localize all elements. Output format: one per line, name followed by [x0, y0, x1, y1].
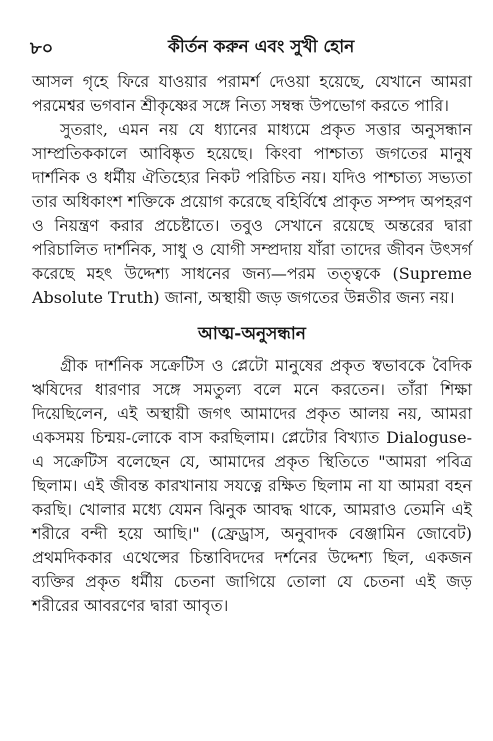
section-heading: আত্ম-অনুসন্ধান: [198, 324, 306, 344]
paragraph-meditation: সুতরাং, এমন নয় যে ধ্যানের মাধ্যমে প্রকৃত সত্তার অনুসন্ধান সাম্প্রতিককালে আবিষ্কৃত হয়েছে। কিংবা পাশ্চাত্য জগতের মানুষ দার্শনিক ও ধর্মীয় ঐতিহ্যের নিকট পরিচিত নয়। যদিও পাশ্চাত্য সভ্যতা তার অধিকাংশ শক্তিকে প্রয়োগ করেছে বহির্বিশ্বে প্রাকৃত সম্পদ অপহরণ ও নিয়ন্ত্রণ করার প্রচেষ্টাতে। তবুও সেখানে রয়েছে অন্তরের দ্বারা পরিচালিত দার্শনিক, সাধু ও যোগী সম্প্রদায় যাঁরা তাদের জীবন উৎসর্গ করেছে মহৎ উদ্দেশ্য সাধনের জন্য—পরম তত্ত্বকে (Supreme Absolute Truth) জানা, অস্থায়ী জড় জগতের উন্নতীর জন্য নয়।: [32, 120, 472, 307]
paragraph-greek-philosophers: গ্রীক দার্শনিক সক্রেটিস ও প্লেটো মানুষের প্রকৃত স্বভাবকে বৈদিক ঋষিদের ধারণার সঙ্গে সমতুল্য বলে মনে করতেন। তাঁরা শিক্ষা দিয়েছিলেন, এই অস্থায়ী জগৎ আমাদের প্রকৃত আলয় নয়, আমরা একসময় চিন্ময়-লোকে বাস করছিলাম। প্লেটোর বিখ্যাত Dialoguse-এ সক্রেটিস বলেছেন যে, আমাদের প্রকৃত স্থিতিতে "আমরা পবিত্র ছিলাম। এই জীবন্ত কারখানায় সযত্নে রক্ষিত ছিলাম না যা আমরা বহন করছি। খোলার মধ্যে যেমন ঝিনুক আবদ্ধ থাকে, আমরাও তেমনি এই শরীরে বন্দী হয়ে আছি।" (ফ্রেড্রাস, অনুবাদক বেঞ্জামিন জোবেট) প্রথমদিককার এথেন্সের চিন্তাবিদদের দর্শনের উদ্দেশ্য ছিল, একজন ব্যক্তির প্রকৃত ধর্মীয় চেতনা জাগিয়ে তোলা যে চেতনা এই জড় শরীরের আবরণের দ্বারা আবৃত।: [32, 356, 472, 615]
paragraph-intro: আসল গৃহে ফিরে যাওয়ার পরামর্শ দেওয়া হয়েছে, যেখানে আমরা পরমেশ্বর ভগবান শ্রীকৃষ্ণের সঙ্গে নিত্য সম্বন্ধ উপভোগ করতে পারি।: [32, 72, 472, 115]
page-header: [18, 20, 479, 59]
body-text: [32, 70, 472, 618]
page-number: ৮০: [30, 38, 54, 59]
running-title: কীর্তন করুন এবং সুখী হোন: [168, 37, 355, 57]
